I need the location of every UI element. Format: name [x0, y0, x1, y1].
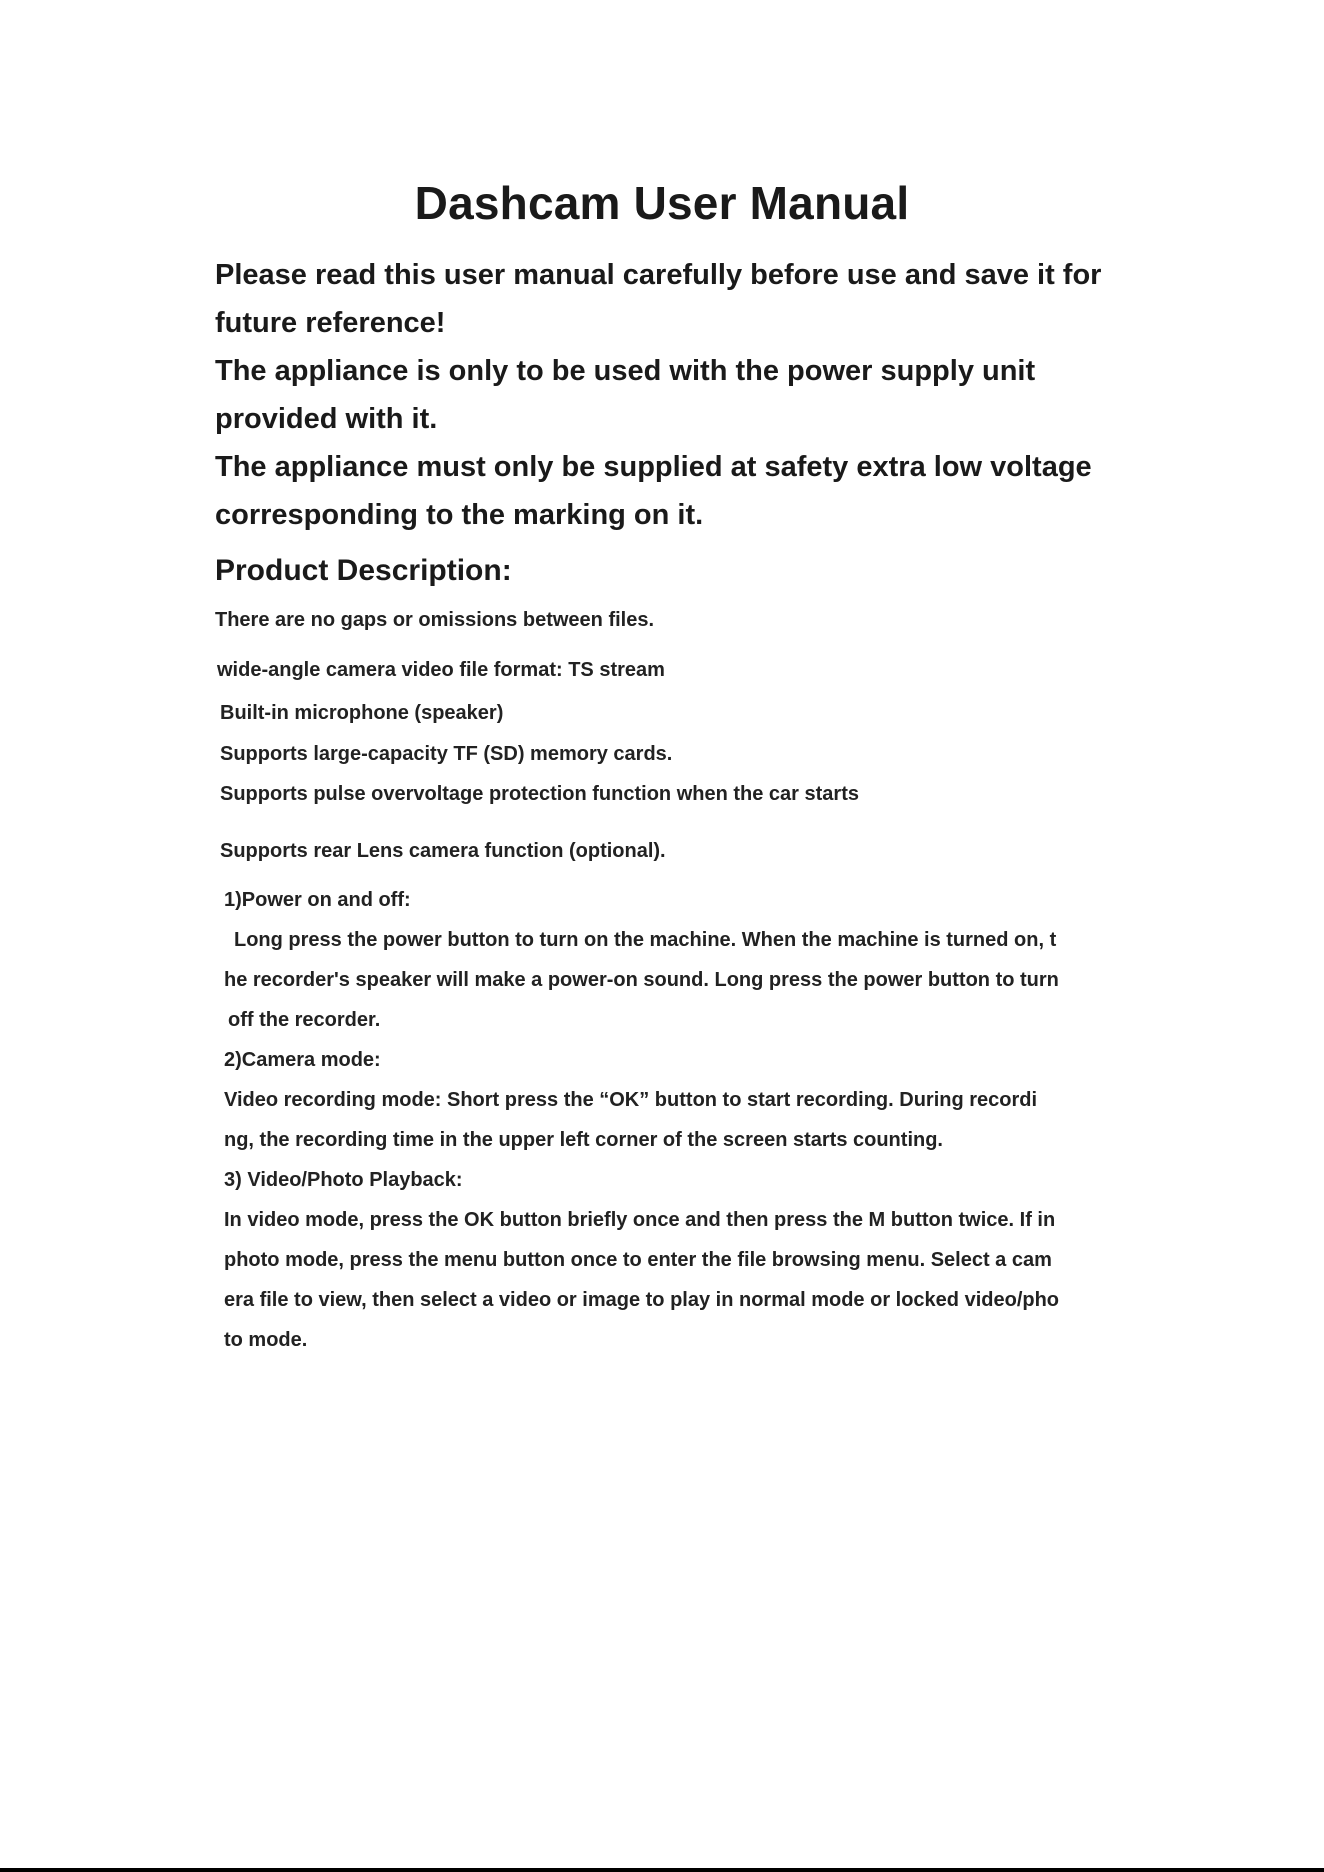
product-description-item: Built-in microphone (speaker): [220, 702, 504, 724]
intro-line: corresponding to the marking on it.: [215, 499, 704, 531]
section-line: In video mode, press the OK button briefly once and then press the M button twice. If in: [224, 1209, 1056, 1231]
intro-line: The appliance is only to be used with the power supply unit: [215, 355, 1036, 387]
page-title: Dashcam User Manual: [414, 177, 910, 229]
section-line: photo mode, press the menu button once to enter the file browsing menu. Select a cam: [224, 1249, 1052, 1271]
intro-line: provided with it.: [215, 403, 438, 435]
product-description-item: Supports large-capacity TF (SD) memory cards.: [220, 743, 673, 765]
section-heading: 1)Power on and off:: [224, 889, 411, 911]
product-description-item: There are no gaps or omissions between files.: [215, 609, 655, 631]
section-line: off the recorder.: [228, 1009, 381, 1031]
section-line: Long press the power button to turn on the machine. When the machine is turned on, t: [234, 929, 1057, 951]
section-line: era file to view, then select a video or image to play in normal mode or locked video/pho: [224, 1289, 1060, 1311]
section-line: Video recording mode: Short press the “OK” button to start recording. During recordi: [224, 1089, 1038, 1111]
camera-section: [224, 1040, 1144, 1160]
section-line: he recorder's speaker will make a power-on sound. Long press the power button to turn: [224, 969, 1059, 991]
section-heading: 3) Video/Photo Playback:: [224, 1169, 463, 1191]
section-line: to mode.: [224, 1329, 308, 1351]
product-description-item: Supports pulse overvoltage protection function when the car starts: [220, 783, 859, 805]
product-description-item: Supports rear Lens camera function (optional).: [220, 840, 666, 862]
playback-section: [224, 1160, 1144, 1360]
intro-line: Please read this user manual carefully before use and save it for: [215, 259, 1102, 291]
intro-line: The appliance must only be supplied at safety extra low voltage: [215, 451, 1092, 483]
product-description-heading: Product Description:: [215, 554, 512, 587]
power-section: [224, 880, 1144, 1040]
intro-notice: [215, 251, 1115, 539]
section-heading: 2)Camera mode:: [224, 1049, 381, 1071]
page-bottom-border: [0, 1868, 1324, 1872]
section-line: ng, the recording time in the upper left corner of the screen starts counting.: [224, 1129, 943, 1151]
intro-line: future reference!: [215, 307, 446, 339]
product-description-item: wide-angle camera video file format: TS stream: [217, 659, 665, 681]
